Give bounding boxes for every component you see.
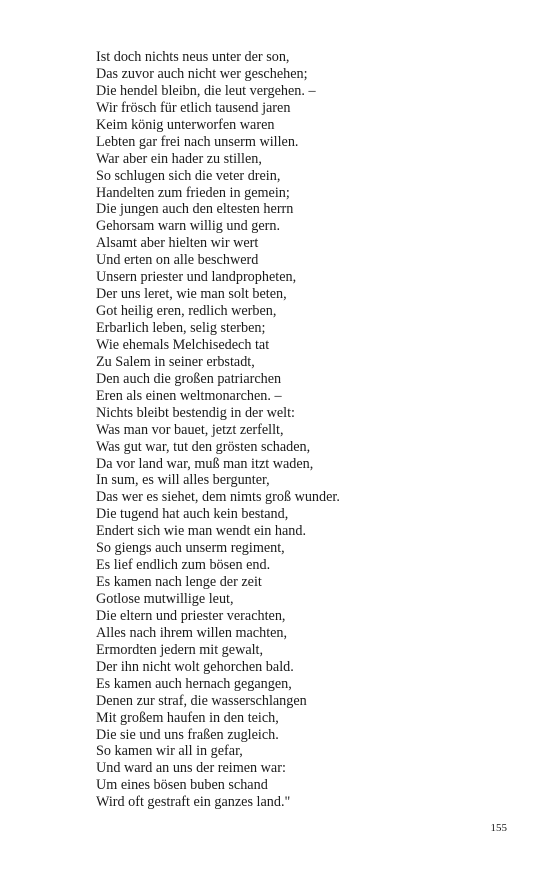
poem-line: Es kamen nach lenge der zeit xyxy=(96,574,262,591)
poem-line: So giengs auch unserm regiment, xyxy=(96,540,285,557)
poem-line: Keim könig unterworfen waren xyxy=(96,116,275,133)
poem-line: Got heilig eren, redlich werben, xyxy=(96,303,277,320)
poem-line: Wir frösch für etlich tausend jaren xyxy=(96,99,291,116)
poem-line: Ermordten jedern mit gewalt, xyxy=(96,641,264,658)
poem-line: Alsamt aber hielten wir wert xyxy=(96,235,259,252)
poem-line: Erbarlich leben, selig sterben; xyxy=(96,320,266,336)
poem-line: In sum, es will alles bergunter, xyxy=(96,472,270,489)
poem-line: War aber ein hader zu stillen, xyxy=(96,150,262,167)
poem-line: Handelten zum frieden in gemein; xyxy=(96,184,290,201)
poem-line: Der ihn nicht wolt gehorchen bald. xyxy=(96,658,294,675)
poem-line: Die eltern und priester verachten, xyxy=(96,607,286,624)
poem-line: Und erten on alle beschwerd xyxy=(96,252,259,269)
poem-line: Die tugend hat auch kein bestand, xyxy=(96,506,289,523)
poem-line: Alles nach ihrem willen machten, xyxy=(96,624,288,641)
poem-line: Mit großem haufen in den teich, xyxy=(96,709,279,726)
poem-line: Gehorsam warn willig und gern. xyxy=(96,218,281,235)
poem-line: Da vor land war, muß man itzt waden, xyxy=(96,455,314,472)
poem-line: Wird oft gestraft ein ganzes land." xyxy=(96,794,291,811)
poem-line: Zu Salem in seiner erbstadt, xyxy=(96,353,255,370)
poem-line: Um eines bösen buben schand xyxy=(96,777,268,794)
poem-line: Lebten gar frei nach unserm willen. xyxy=(96,133,299,150)
poem-line: Unsern priester und landpropheten, xyxy=(96,269,297,286)
poem-line: Den auch die großen patriarchen xyxy=(96,370,282,387)
poem-line: Das wer es siehet, dem nimts groß wunder. xyxy=(96,489,340,506)
poem-line: Was man vor bauet, jetzt zerfellt, xyxy=(96,421,284,438)
poem-line: Die jungen auch den eltesten herrn xyxy=(96,201,294,218)
poem-line: Die hendel bleibn, die leut vergehen. – xyxy=(96,82,316,99)
poem-text xyxy=(96,49,516,811)
poem-line: Es kamen auch hernach gegangen, xyxy=(96,675,292,692)
poem-line: So kamen wir all in gefar, xyxy=(96,743,243,760)
poem-line: Ist doch nichts neus unter der son, xyxy=(96,49,290,65)
poem-line: Denen zur straf, die wasserschlangen xyxy=(96,692,307,709)
poem-line: Nichts bleibt bestendig in der welt: xyxy=(96,404,295,421)
poem-line: Endert sich wie man wendt ein hand. xyxy=(96,523,306,540)
poem-line: Es lief endlich zum bösen end. xyxy=(96,557,271,574)
page-number: 155 xyxy=(490,822,507,834)
poem-line: Die sie und uns fraßen zugleich. xyxy=(96,726,279,743)
poem-line: Gotlose mutwillige leut, xyxy=(96,591,234,607)
poem-line: Und ward an uns der reimen war: xyxy=(96,760,286,777)
poem-line: Der uns leret, wie man solt beten, xyxy=(96,286,287,303)
poem-line: Was gut war, tut den grösten schaden, xyxy=(96,438,311,455)
poem-line: Wie ehemals Melchisedech tat xyxy=(96,336,270,353)
poem-line: Das zuvor auch nicht wer geschehen; xyxy=(96,65,308,82)
poem-line: Eren als einen weltmonarchen. – xyxy=(96,387,282,404)
poem-line: So schlugen sich die veter drein, xyxy=(96,167,281,184)
